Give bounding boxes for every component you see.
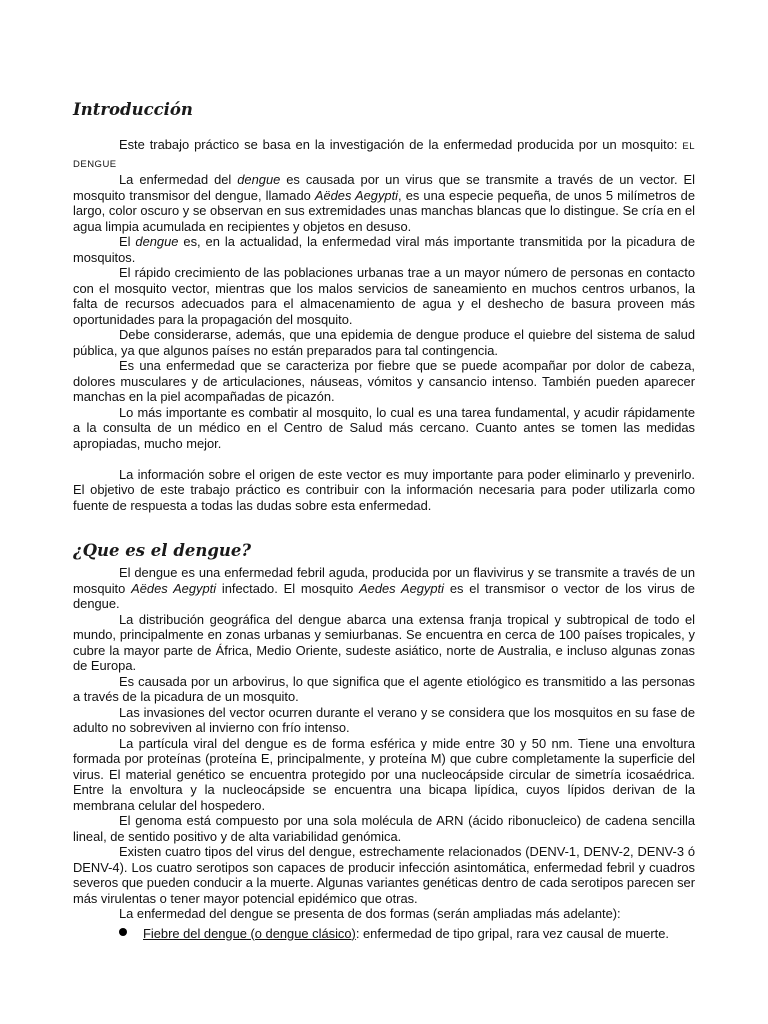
que-es-heading: ¿Que es el dengue? bbox=[73, 541, 252, 560]
bullet-text bbox=[143, 926, 669, 942]
intro-heading: Introducción bbox=[73, 100, 193, 119]
bullet-item bbox=[73, 926, 695, 942]
que-es-p1-italic-2: Aedes Aegypti bbox=[359, 580, 444, 596]
que-es-p1-c: es el transmisor o vector de los virus de dengue. bbox=[73, 580, 695, 611]
intro-p3-a: El bbox=[119, 234, 136, 249]
que-es-paragraph-1 bbox=[73, 565, 695, 612]
intro-paragraph-2 bbox=[73, 172, 695, 234]
que-es-paragraph-4: Las invasiones del vector ocurren durante el verano y se considera que los mosquitos en su fase de adulto no sobreviven al invierno con frío intenso. bbox=[73, 704, 695, 735]
bullet-rest: : enfermedad de tipo gripal, rara vez causal de muerte. bbox=[355, 925, 669, 941]
que-es-p1-italic-1: Aëdes Aegypti bbox=[131, 580, 217, 596]
intro-p2-a: La enfermedad del bbox=[119, 172, 238, 187]
que-es-p1-a: El dengue es una enfermedad febril aguda, producida por un flavivirus y se transmite a través de un mosquito bbox=[73, 565, 695, 596]
que-es-paragraph-8: La enfermedad del dengue se presenta de dos formas (serán ampliadas más adelante): bbox=[119, 906, 621, 921]
bullet-underlined: Fiebre del dengue (o dengue clásico) bbox=[143, 925, 356, 941]
intro-paragraph-4: El rápido crecimiento de las poblaciones urbanas trae a un mayor número de personas en contacto con el mosquito vector, mientras que los malos servicios de saneamiento en muchos centros urbanos, la falta de recursos adecuados para el almacenamiento de agua y el deshecho de basura proveen más oportunidades para la propagación del mosquito. bbox=[73, 265, 695, 327]
intro-paragraph-5: Debe considerarse, además, que una epidemia de dengue produce el quiebre del sistema de salud pública, ya que algunos países no están preparados para tal contingencia. bbox=[73, 327, 695, 358]
que-es-paragraph-6: El genoma está compuesto por una sola molécula de ARN (ácido ribonucleico) de cadena sencilla lineal, de sentido positivo y de alta variabilidad genómica. bbox=[73, 813, 695, 844]
que-es-paragraph-5: La partícula viral del dengue es de forma esférica y mide entre 30 y 50 nm. Tiene una envoltura formada por proteínas (proteína E, principalmente, y proteína M) que cubre completamente la superficie del virus. El material genético se encuentra protegido por una nucleocápside circular de simetría icosaédrica. Entre la envoltura y la nucleocápside se encuentra una bicapa lipídica, cuyos lípidos derivan de la membrana celular del hospedero. bbox=[73, 735, 695, 813]
intro-paragraph-8: La información sobre el origen de este vector es muy importante para poder eliminarlo y prevenirlo. El objetivo de este trabajo práctico es contribuir con la información necesaria para poder utilizarla como fuente de respuesta a todas las dudas sobre esta enfermedad. bbox=[73, 466, 695, 513]
que-es-paragraph-3: Es causada por un arbovirus, lo que significa que el agente etiológico es transmitido a las personas a través de la picadura de un mosquito. bbox=[73, 673, 695, 704]
intro-paragraph-3 bbox=[73, 234, 695, 265]
intro-paragraph-6: Es una enfermedad que se caracteriza por fiebre que se puede acompañar por dolor de cabeza, dolores musculares y de articulaciones, náuseas, vómitos y cansancio intenso. También pueden aparecer manchas en la piel acompañadas de picazón. bbox=[73, 358, 695, 404]
intro-paragraph-1 bbox=[73, 137, 695, 172]
que-es-paragraph-7: Existen cuatro tipos del virus del dengue, estrechamente relacionados (DENV-1, DENV-2, DENV-3 ó DENV-4). Los cuatro serotipos son capaces de producir infección asintomática, enfermedad febril y cuadros severos que pueden conducir a la muerte. Algunas variantes genéticas dentro de cada serotipos parecen ser más virulentas o tener mayor potencial epidémico que otras. bbox=[73, 844, 696, 906]
que-es-p1-b: infectado. El mosquito bbox=[216, 580, 360, 596]
intro-p1-smallcaps: EL DENGUE bbox=[73, 141, 695, 170]
que-es-paragraph-2: La distribución geográfica del dengue abarca una extensa franja tropical y subtropical de todo el mundo, principalmente en zonas urbanas y semiurbanas. Se encuentra en cerca de 100 países tropicales, y cubre la mayor parte de África, Medio Oriente, sudeste asiático, norte de Australia, e incluso algunas zonas de Europa. bbox=[73, 611, 695, 673]
intro-p2-b: es causada por un virus que se transmite a través de un vector. El mosquito transmisor del dengue, llamado bbox=[73, 172, 695, 203]
intro-p2-c: , es una especie pequeña, de unos 5 milímetros de largo, color oscuro y se observan en sus extremidades unas manchas blancas que lo distingue. Se cría en el agua limpia acumulada en recipientes y objetos en desuso. bbox=[73, 187, 696, 234]
intro-p3-italic: dengue bbox=[135, 234, 179, 249]
intro-p2-italic-1: dengue bbox=[237, 172, 281, 187]
bullet-icon bbox=[119, 928, 127, 936]
intro-paragraph-7: Lo más importante es combatir al mosquito, lo cual es una tarea fundamental, y acudir rápidamente a la consulta de un médico en el Centro de Salud más cercano. Cuanto antes se tomen las medidas apropiadas, mucho mejor. bbox=[73, 404, 695, 451]
intro-p2-italic-2: Aëdes Aegypti bbox=[314, 187, 399, 203]
intro-p1-text: Este trabajo práctico se basa en la investigación de la enfermedad producida por un mosquito: bbox=[119, 137, 683, 152]
document-body bbox=[73, 98, 695, 941]
intro-p3-b: es, en la actualidad, la enfermedad viral más importante transmitida por la picadura de mosquitos. bbox=[73, 234, 695, 265]
